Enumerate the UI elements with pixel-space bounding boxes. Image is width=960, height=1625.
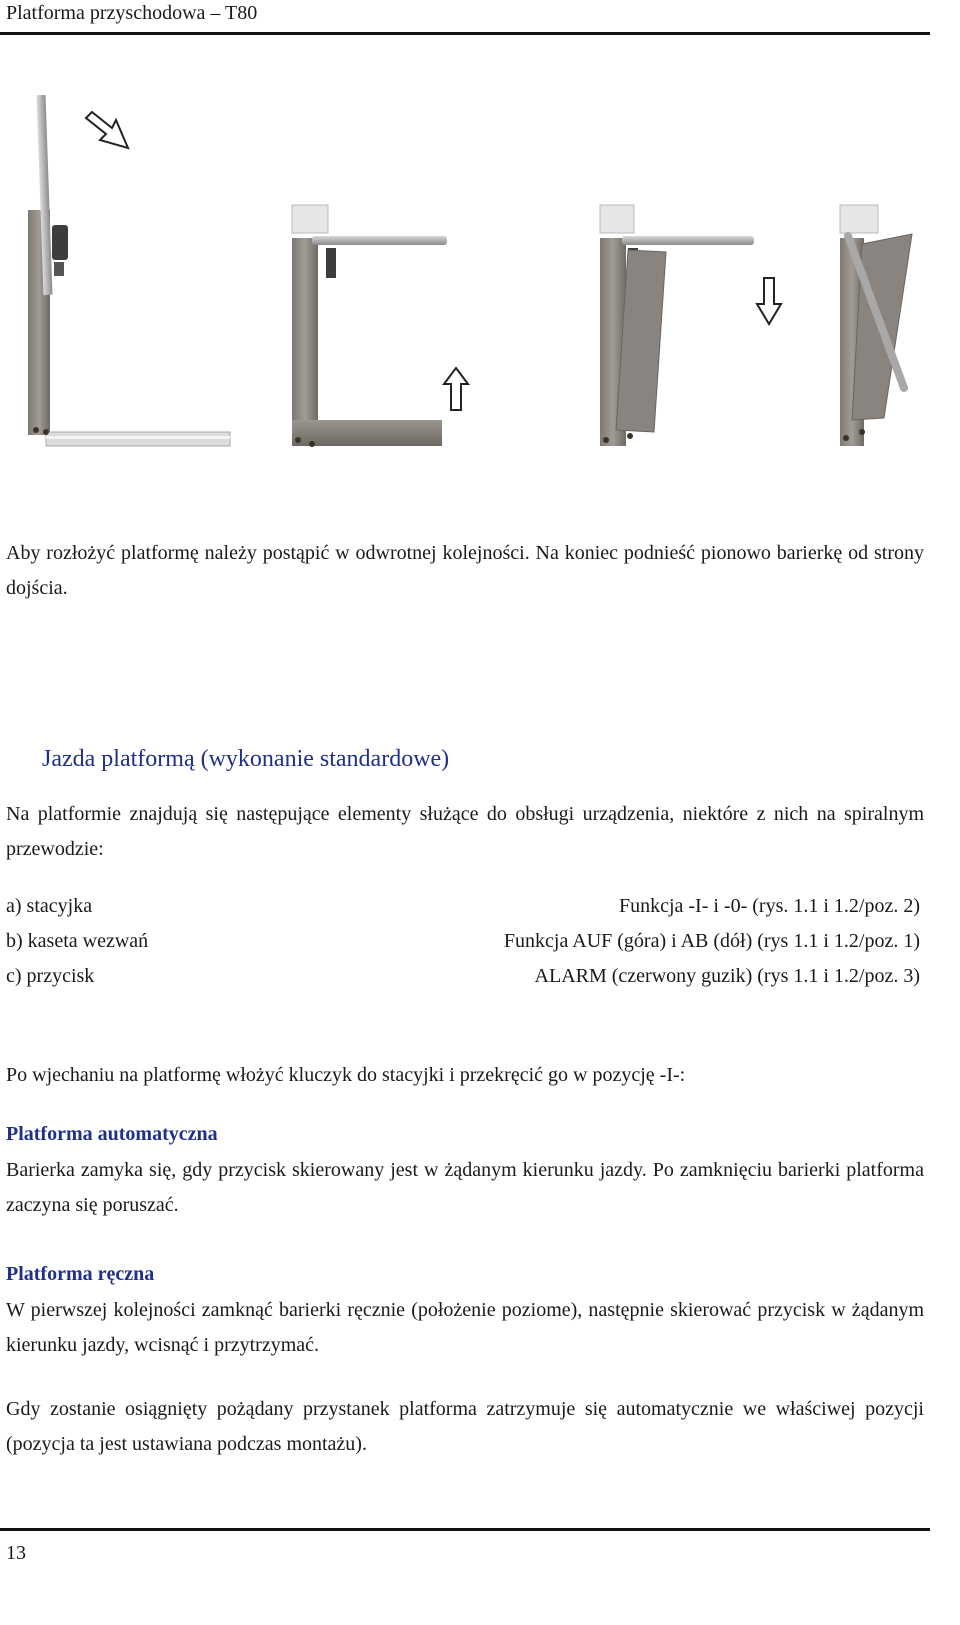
section-intro: Na platformie znajdują się następujące elementy służące do obsługi urządzenia, niektóre z nich na spiralnym przewodzie: xyxy=(6,803,924,860)
key-instruction: Po wjechaniu na platformę włożyć kluczyk do stacyjki i przekręcić go w pozycję -I-: xyxy=(6,1064,686,1086)
document-title: Platforma przyschodowa – T80 xyxy=(6,2,258,24)
page-header xyxy=(0,0,930,35)
platform-folding-figure xyxy=(0,80,960,470)
unfold-paragraph: Aby rozłożyć platformę należy postąpić w odwrotnej kolejności. Na koniec podnieść pionowo barierkę od strony dojścia. xyxy=(6,542,924,599)
stop-paragraph: Gdy zostanie osiągnięty pożądany przystanek platforma zatrzymuje się automatycznie we właściwej pozycji (pozycja ta jest ustawiana podczas montażu). xyxy=(6,1398,924,1455)
page-number: 13 xyxy=(6,1542,26,1564)
control-function: Funkcja AUF (góra) i AB (dół) (rys 1.1 i 1.2/poz. 1) xyxy=(503,930,920,952)
automatic-heading: Platforma automatyczna xyxy=(6,1123,218,1145)
control-row-alarm-button xyxy=(6,965,920,999)
control-row-call-box xyxy=(6,930,920,964)
control-row-ignition xyxy=(6,895,920,929)
arrow-diagonal-icon xyxy=(86,112,128,148)
stage-3-platform-folding xyxy=(600,205,754,446)
stage-1-folded-platform xyxy=(28,95,230,446)
control-label: c) przycisk xyxy=(6,965,95,987)
arrow-down-icon xyxy=(757,278,781,324)
control-function: Funkcja -I- i -0- (rys. 1.1 i 1.2/poz. 2) xyxy=(618,895,920,917)
control-function: ALARM (czerwony guzik) (rys 1.1 i 1.2/poz. 3) xyxy=(534,965,920,987)
manual-text: W pierwszej kolejności zamknąć barierki ręcznie (położenie poziome), następnie skierować przycisk w żądanym kierunku jazdy, wcisnąć i przytrzymać. xyxy=(6,1299,924,1356)
footer-divider xyxy=(0,1528,930,1531)
stage-4-barrier-folding xyxy=(840,205,912,446)
section-heading: Jazda platformą (wykonanie standardowe) xyxy=(42,746,450,772)
arrow-up-icon xyxy=(444,368,468,410)
stage-2-horizontal-platform xyxy=(292,205,447,447)
control-label: b) kaseta wezwań xyxy=(6,930,149,952)
automatic-text: Barierka zamyka się, gdy przycisk skierowany jest w żądanym kierunku jazdy. Po zamknięciu barierki platforma zaczyna się poruszać. xyxy=(6,1159,924,1216)
manual-heading: Platforma ręczna xyxy=(6,1263,155,1285)
control-label: a) stacyjka xyxy=(6,895,93,917)
